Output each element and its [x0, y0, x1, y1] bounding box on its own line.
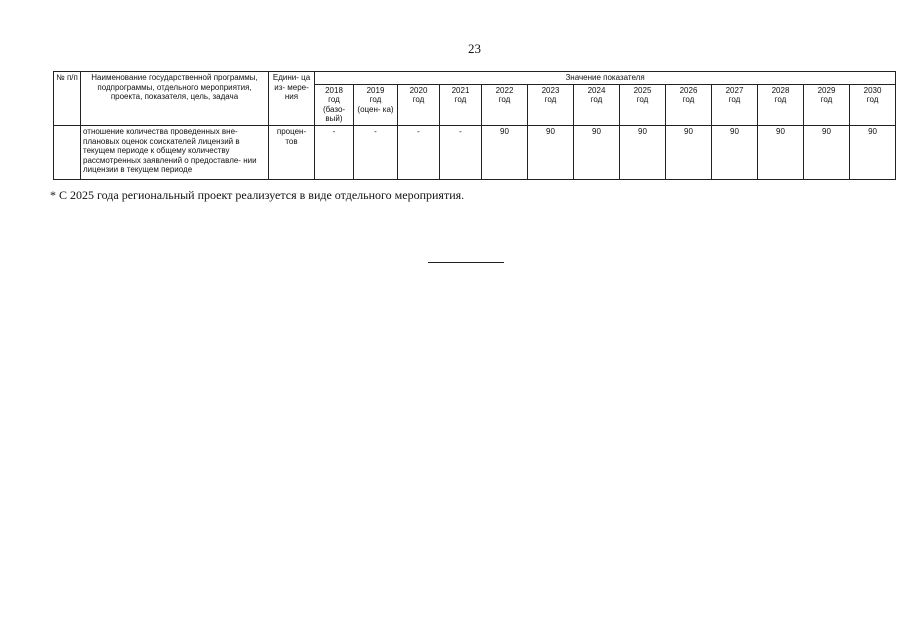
row-value: -: [354, 125, 398, 179]
header-year: 2025 год: [620, 84, 666, 125]
row-value: -: [440, 125, 482, 179]
row-value: 90: [574, 125, 620, 179]
page-number: 23: [468, 41, 481, 56]
row-value: 90: [620, 125, 666, 179]
row-value: 90: [666, 125, 712, 179]
row-value: 90: [850, 125, 896, 179]
indicator-table: [53, 71, 896, 180]
header-year: 2024 год: [574, 84, 620, 125]
header-year: 2019 год (оцен- ка): [354, 84, 398, 125]
header-year: 2022 год: [482, 84, 528, 125]
header-name: Наименование государственной программы, подпрограммы, отдельного мероприятия, проекта, показателя, цель, задача: [81, 72, 269, 126]
header-row-top: [54, 72, 896, 85]
row-unit: процен- тов: [269, 125, 315, 179]
header-year: 2027 год: [712, 84, 758, 125]
row-value: 90: [758, 125, 804, 179]
row-num: [54, 125, 81, 179]
header-year: 2018 год (базо- вый): [315, 84, 354, 125]
table-row: [54, 125, 896, 179]
row-value: 90: [482, 125, 528, 179]
end-divider: [428, 262, 504, 263]
footnote: * С 2025 года региональный проект реализуется в виде отдельного мероприятия.: [50, 188, 465, 202]
header-year: 2030 год: [850, 84, 896, 125]
row-value: 90: [528, 125, 574, 179]
row-name: отношение количества проведенных вне- плановых оценок соискателей лицензий в текущем периоде к общему количеству рассмотренных заявлений о предоставле- нии лицензии в текущем периоде: [81, 125, 269, 179]
header-year: 2026 год: [666, 84, 712, 125]
row-value: -: [315, 125, 354, 179]
header-unit: Едини- ца из- мере- ния: [269, 72, 315, 126]
row-value: 90: [712, 125, 758, 179]
header-num: № п/п: [54, 72, 81, 126]
header-value-group: Значение показателя: [315, 72, 896, 85]
row-value: 90: [804, 125, 850, 179]
header-year: 2023 год: [528, 84, 574, 125]
row-value: -: [398, 125, 440, 179]
header-year: 2028 год: [758, 84, 804, 125]
header-year: 2020 год: [398, 84, 440, 125]
header-year: 2021 год: [440, 84, 482, 125]
header-year: 2029 год: [804, 84, 850, 125]
